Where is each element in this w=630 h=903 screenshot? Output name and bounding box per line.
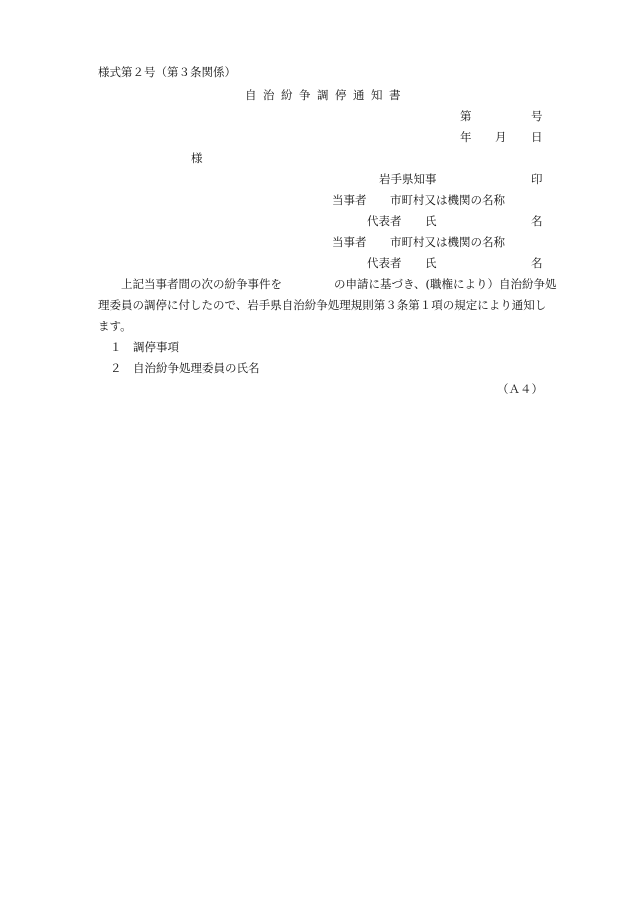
party2-rep-shi: 氏 (425, 256, 437, 270)
date-month: 月 (495, 130, 507, 144)
party2-label: 当事者 (332, 235, 367, 249)
party1-org: 市町村又は機関の名称 (390, 193, 505, 207)
number-suffix: 号 (531, 109, 543, 123)
paper-size-label: （Ａ４） (497, 382, 543, 396)
body-line3: ます。 (98, 319, 132, 333)
body-line2: 理委員の調停に付したので、岩手県自治紛争処理規則第３条第１項の規定により通知し (98, 298, 547, 312)
document-title: 自治紛争調停通知書 (245, 88, 407, 102)
item1-number: １ (110, 340, 122, 354)
party2-org: 市町村又は機関の名称 (390, 235, 505, 249)
party1-label: 当事者 (332, 193, 367, 207)
sender-name: 岩手県知事 (379, 172, 437, 186)
item2-number: ２ (110, 361, 122, 375)
item2-text: 自治紛争処理委員の氏名 (133, 361, 260, 375)
body-line1-part2: の申請に基づき、(職権により）自治紛争処 (334, 277, 557, 291)
party2-rep-mei: 名 (531, 256, 543, 270)
party2-rep-label: 代表者 (367, 256, 402, 270)
sender-seal: 印 (531, 172, 543, 186)
date-year: 年 (460, 130, 472, 144)
form-label: 様式第２号（第３条関係） (98, 65, 236, 79)
date-day: 日 (531, 130, 543, 144)
number-prefix: 第 (460, 109, 472, 123)
body-line1-part1: 上記当事者間の次の紛争事件を (121, 277, 282, 291)
item1-text: 調停事項 (133, 340, 179, 354)
party1-rep-label: 代表者 (367, 214, 402, 228)
party1-rep-mei: 名 (531, 214, 543, 228)
addressee-sama: 様 (191, 151, 203, 165)
party1-rep-shi: 氏 (425, 214, 437, 228)
